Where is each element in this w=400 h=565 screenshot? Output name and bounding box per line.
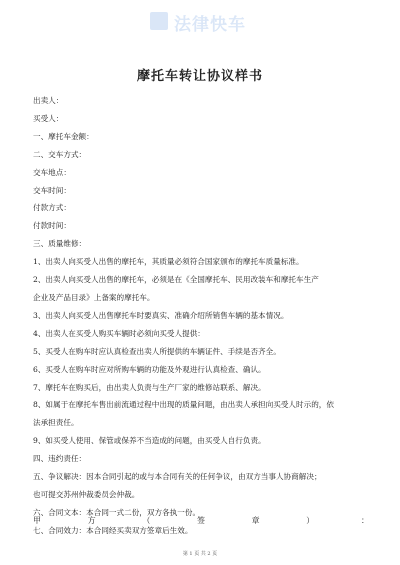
clause-7: 7、摩托车在购买后，由出卖人负责与生产厂家的维修站联系、解决。	[33, 382, 266, 392]
watermark-logo-icon	[150, 12, 168, 30]
section-quality: 三、质量维修：	[33, 239, 87, 249]
section-liability: 四、违约责任：	[33, 454, 87, 464]
clause-4: 4、出卖人在买受人购买车辆时必须向买受人提供：	[33, 328, 205, 338]
watermark-text: 法律快车	[174, 15, 246, 35]
buyer-line: 买受人：	[33, 113, 64, 123]
signature-char: 方	[87, 516, 96, 525]
delivery-time: 交车时间：	[33, 185, 71, 195]
section-dispute-cont: 也可提交苏州仲裁委员会仲裁。	[33, 489, 140, 499]
clause-8: 8、如属于在摩托车售出前流通过程中出现的质量问题，由出卖人承担向买受人时示的，依	[33, 400, 334, 410]
clause-9: 9、如买受人使用、保管或保养不当造成的问题，由买受人自行负责。	[33, 436, 266, 446]
brand-watermark	[150, 8, 260, 34]
signature-char: （	[142, 516, 151, 525]
section-copies: 六、合同文本：本合同一式二份，双方各执一份。	[33, 507, 201, 517]
section-effect: 七、合同效力：本合同经买卖双方签章后生效。	[33, 525, 193, 535]
section-delivery: 二、交车方式：	[33, 149, 87, 159]
page-number-footer: 第 1 页 共 2 页	[182, 551, 218, 557]
document-body	[33, 92, 369, 540]
clause-1: 1、出卖人向买受人出售的摩托车，其质量必须符合国家颁布的摩托车质量标准。	[33, 257, 304, 267]
signature-char: ：	[360, 516, 369, 525]
signature-char: 甲	[33, 516, 41, 525]
signature-char: ）	[306, 516, 315, 525]
clause-6: 6、买受人在购车时应对所购车辆的功能及外观进行认真检查、确认。	[33, 364, 266, 374]
clause-8-cont: 法承担责任。	[33, 418, 79, 428]
payment-method: 付款方式：	[33, 203, 71, 213]
signature-char: 章	[251, 516, 260, 525]
seller-line: 出卖人：	[33, 96, 64, 105]
signature-line	[33, 515, 369, 526]
section-price: 一、摩托车金额：	[33, 131, 94, 141]
section-dispute: 五、争议解决：因本合同引起的或与本合同有关的任何争议，由双方当事人协商解决；	[33, 472, 322, 482]
clause-2: 2、出卖人向买受人出售的摩托车，必须是在《全国摩托车、民用改装车和摩托车生产	[33, 275, 319, 285]
delivery-place: 交车地点：	[33, 167, 71, 177]
document-title: 摩托车转让协议样书	[136, 68, 263, 84]
clause-2-cont: 企业及产品目录》上备案的摩托车。	[33, 292, 155, 302]
clause-5: 5、买受人在购车时应认真检查出卖人所提供的车辆证件、手续是否齐全。	[33, 346, 281, 356]
clause-3: 3、出卖人向买受人出售摩托车时要真实、准确介绍所销售车辆的基本情况。	[33, 310, 289, 320]
signature-char: 签	[196, 516, 205, 525]
payment-time: 付款时间：	[33, 221, 71, 231]
